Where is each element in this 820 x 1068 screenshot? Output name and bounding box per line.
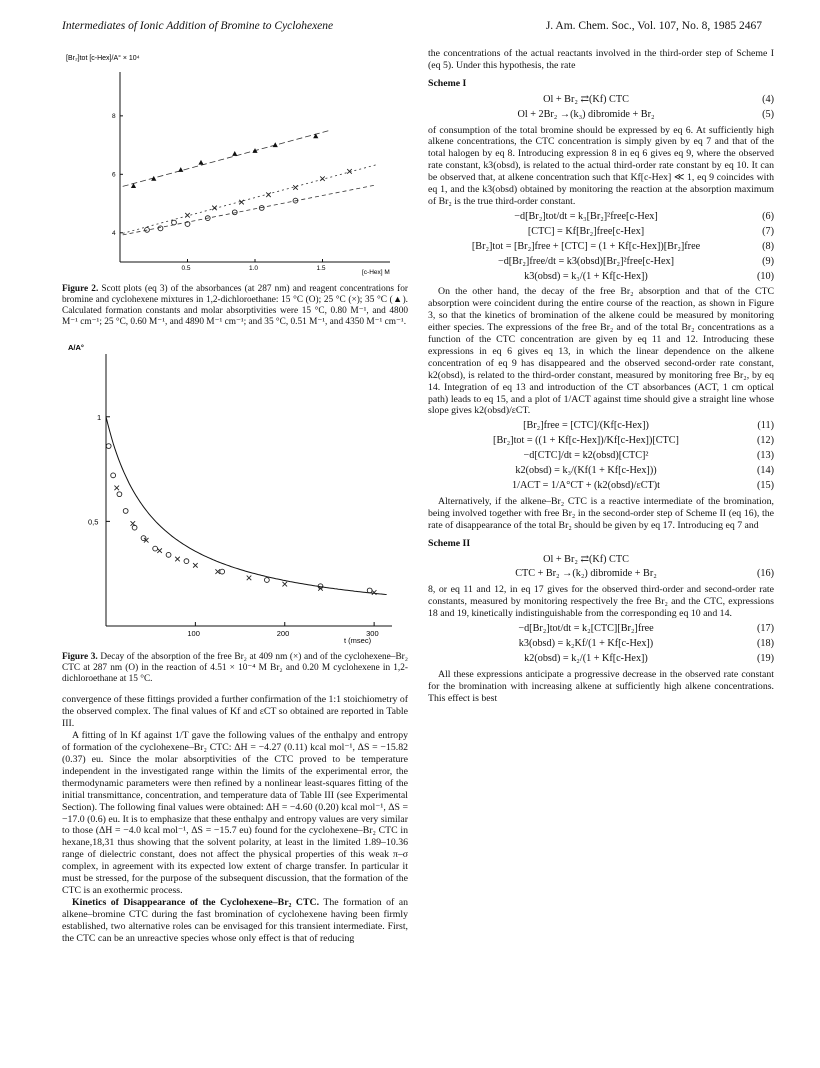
- equation-number: (10): [757, 270, 774, 282]
- fig2-fit-line: [123, 185, 377, 235]
- equation-number: (17): [757, 623, 774, 635]
- fig3-data-point: [114, 486, 119, 491]
- fig2-x-tick-label: 1.0: [249, 265, 259, 272]
- fig3-data-point: [282, 582, 287, 587]
- equation-14: [428, 465, 774, 477]
- figure-3-chart: [62, 338, 408, 648]
- fig2-data-point: [158, 226, 163, 231]
- equation-expr: −d[Br₂]free/dt = k3(obsd)[Br₂]²free[c-Hex]: [497, 255, 675, 267]
- fig2-fit-line: [123, 165, 377, 234]
- equation-expr: k2(obsd) = k₂/(1 + Kf[c-Hex]): [524, 652, 648, 664]
- paragraph: convergence of these fittings provided a further confirmation of the 1:1 stoichiometry of the observed complex. The final values of Kf and εCT so obtained are reported in Table III.: [62, 694, 408, 730]
- equation-number: (16): [757, 568, 774, 580]
- equation-17: [428, 623, 774, 635]
- fig3-y-tick-label: 1: [97, 413, 102, 423]
- fig2-x-axis-label: [c-Hex] M: [362, 269, 390, 276]
- equation-13: [428, 450, 774, 462]
- equation-expr: Ol + Br₂ ⇄(Kf) CTC: [543, 553, 629, 565]
- fig2-data-point: [313, 134, 318, 139]
- equation-number: (18): [757, 637, 774, 649]
- paragraph: All these expressions anticipate a progressive decrease in the observed rate constant for the bromination with increasing alkene at sufficiently high alkene concentrations. This effect is best: [428, 668, 774, 704]
- fig3-y-tick-label: 0,5: [88, 517, 99, 527]
- paragraph: 8, or eq 11 and 12, in eq 17 gives for the observed third-order and second-order rate constants, measured by monitoring respectively the free Br₂ and the CTC, expressions 18 and 19, kinetically indistinguishable from the corresponding eq 10 and 14.: [428, 584, 774, 620]
- equation-4: [428, 94, 774, 106]
- fig3-x-tick-label: 100: [187, 629, 200, 639]
- equation-expr: −d[Br₂]tot/dt = k₂[CTC][Br₂]free: [518, 623, 654, 635]
- fig3-x-tick-label: 300: [366, 629, 379, 639]
- equation-expr: −d[CTC]/dt = k2(obsd)[CTC]²: [523, 450, 649, 462]
- fig3-data-point: [175, 557, 180, 562]
- scheme-1-title: Scheme I: [428, 77, 467, 89]
- figure-3-label: Figure 3.: [62, 652, 98, 663]
- equation-expr: k3(obsd) = k₂Kf/(1 + Kf[c-Hex]): [518, 637, 654, 649]
- fig3-data-point: [131, 521, 136, 526]
- equation-19: [428, 653, 774, 665]
- equation-number: (14): [757, 465, 774, 477]
- fig3-data-point: [106, 444, 111, 449]
- fig2-y-tick-label: 6: [112, 171, 116, 179]
- figure-2-caption: [62, 284, 408, 328]
- equation-5: [428, 109, 774, 121]
- equation-9: [428, 256, 774, 268]
- equation-expr: k3(obsd) = k₃/(1 + Kf[c-Hex]): [524, 270, 648, 282]
- scheme-2-title: Scheme II: [428, 537, 471, 549]
- fig3-data-point: [132, 526, 137, 531]
- fig2-data-point: [293, 185, 298, 190]
- figure-2-label: Figure 2.: [62, 283, 99, 294]
- fig2-y-axis-label: [Br₂]tot [c-Hex]/A° × 10⁴: [66, 55, 140, 62]
- running-head-right: J. Am. Chem. Soc., Vol. 107, No. 8, 1985 2467: [545, 20, 762, 32]
- equation-expr: Ol + Br₂ ⇄(Kf) CTC: [543, 93, 629, 105]
- paragraph: [62, 897, 408, 945]
- fig3-data-point: [184, 559, 189, 564]
- fig2-x-tick-label: 1.5: [316, 265, 326, 272]
- fig2-data-point: [172, 220, 177, 225]
- equation-number: (4): [762, 93, 774, 105]
- equation-number: (5): [762, 108, 774, 120]
- fig3-data-point: [372, 591, 377, 596]
- fig2-data-point: [259, 206, 264, 211]
- fig3-data-point: [215, 570, 220, 575]
- fig3-x-tick-label: 200: [276, 629, 290, 639]
- equation-number: (19): [757, 652, 774, 664]
- fig2-data-point: [185, 213, 190, 218]
- fig2-y-tick-label: 8: [112, 112, 116, 120]
- equation-expr: [CTC] = Kf[Br₂]free[c-Hex]: [527, 225, 645, 237]
- equation-number: (13): [757, 450, 774, 462]
- equation-expr: Ol + 2Br₂ →(k₃) dibromide + Br₂: [517, 108, 655, 120]
- fig3-x-axis-label: t (msec): [344, 636, 372, 646]
- equation-expr: −d[Br₂]tot/dt = k₃[Br₂]²free[c-Hex]: [514, 210, 658, 222]
- fig2-data-point: [252, 148, 257, 153]
- paragraph: Alternatively, if the alkene–Br₂ CTC is a reactive intermediate of the bromination, being involved together with free Br₂ in the second-order step of Scheme II (eq 16), the rate of disappearance of the total Br₂ should be given by eq 17. Introducing eq 7 and: [428, 495, 774, 531]
- equation-7: [428, 226, 774, 238]
- fig3-data-point: [157, 549, 162, 554]
- figure-3-caption-text: Decay of the absorption of the free Br₂ at 409 nm (×) and of the cyclohexene–Br₂ CTC at 287 nm (O) in the reaction of 4.51 × 10⁻⁴ M Br₂ and 0.20 M cyclohexene in 1,2-dichloroethane at 15 °C.: [62, 652, 408, 685]
- section-heading: Kinetics of Disappearance of the Cyclohexene–Br₂ CTC.: [72, 896, 320, 908]
- left-column: [62, 48, 408, 945]
- fig3-y-axis-label: A/A°: [68, 343, 84, 353]
- figure-2-chart: [62, 48, 408, 280]
- fig3-data-point: [247, 576, 252, 581]
- equation-number: (8): [762, 240, 774, 252]
- fig2-data-point: [178, 167, 183, 172]
- fig3-data-point: [117, 492, 122, 497]
- equation-8: [428, 241, 774, 253]
- equation-expr: 1/ACT = 1/A°CT + (k2(obsd)/εCT)t: [512, 480, 660, 491]
- right-column: [428, 48, 774, 705]
- fig2-data-point: [320, 176, 325, 181]
- fig2-data-point: [266, 192, 271, 197]
- fig3-data-point: [123, 509, 128, 514]
- fig2-data-point: [198, 160, 203, 165]
- figure-3-caption: [62, 652, 408, 685]
- equation-10: [428, 271, 774, 283]
- paragraph: On the other hand, the decay of the free Br₂ absorption and that of the CTC absorption were coincident during the entire course of the reaction, as shown in Figure 3, so that the kinetics of bromination of the alkene could be measured by monitoring either species. The expressions of the free Br₂ and of the total Br₂ concentrations as a function of the CTC concentration are given by eq 11 and 12. Introducing these expressions in eq 6 gives eq 13, in which the linear dependence on the alkene concentration of eq 9 has disappeared and the observed second-order rate constant, k2(obsd), is related to the third-order constant, measured by monitoring free Br₂, by eq 14. Integration of eq 13 and introduction of the CT absorbances (ACT, 1 cm optical path) leads to eq 15, and a plot of 1/ACT against time should give a straight line whose slope gives k2(obsd)/εCT.: [428, 286, 774, 417]
- equation-expr: CTC + Br₂ →(k₂) dibromide + Br₂: [515, 568, 657, 580]
- equation-number: (6): [762, 210, 774, 222]
- fig3-data-point: [367, 588, 372, 593]
- fig3-fit-curve: [106, 417, 387, 595]
- fig2-y-tick-label: 4: [112, 229, 116, 237]
- equation-scheme2-equilibrium: [428, 554, 774, 566]
- figure-2-caption-text: Scott plots (eq 3) of the absorbances (at 287 nm) and reagent concentrations for bromine and cyclohexene mixtures in 1,2-dichloroethane: 15 °C (O); 25 °C (×); 35 °C (▲). Calculated formation constants and molar absorptivities were 15 °C, 0.80 M⁻¹, and 4800 M⁻¹ cm⁻¹; 25 °C, 0.60 M⁻¹, and 4890 M⁻¹ cm⁻¹; and 35 °C, 0.51 M⁻¹, and 4350 M⁻¹ cm⁻¹.: [62, 283, 409, 328]
- fig2-data-point: [273, 142, 278, 147]
- equation-12: [428, 435, 774, 447]
- fig2-data-point: [232, 151, 237, 156]
- equation-number: (7): [762, 225, 774, 237]
- equation-number: (12): [757, 435, 774, 447]
- left-body-text: [62, 694, 408, 944]
- fig3-data-point: [264, 578, 269, 583]
- fig3-data-point: [220, 569, 225, 574]
- equation-number: (9): [762, 255, 774, 267]
- equation-expr: k2(obsd) = k₃/(Kf(1 + Kf[c-Hex])): [515, 465, 657, 477]
- paragraph: A fitting of ln Kf against 1/T gave the following values of the enthalpy and entropy of formation of the cyclohexene–Br₂ CTC: ΔH = −4.27 (0.11) kcal mol⁻¹, ΔS = −15.82 (0.37) eu. Since the molar absorptivities of the CTC proved to be temperature independent in the investigated range within the limits of the experimental error, the thermodynamic parameters were then refined by a nonlinear least-squares fitting of the initial transmittance, concentration, and temperature data of Table III (see Experimental Section). The following final values were obtained: ΔH = −4.60 (0.20) kcal mol⁻¹, ΔS = −17.0 (0.6) eu. It is to emphasize that these enthalpy and entropy values are very similar to those (ΔH = −4.0 kcal mol⁻¹, ΔS = −15.7 eu) found for the cyclohexene–Br₂ CTC in hexane,18,31 thus showing that the solvent polarity, at least in the limited 1.89–10.36 range of dielectric constant, does not affect the physical properties of this weak π–σ complex, in agreement with its expected low extent of charge transfer. In particular it must be stressed, for the purpose of the subsequent discussion, that the formation of the CTC is an exothermic process.: [62, 730, 408, 896]
- section-text: The formation of an alkene–bromine CTC during the fast bromination of cyclohexene having been firmly established, two alternative roles can be envisaged for this transient intermediate. First, the CTC can be an unreactive species whose only effect is that of reducing: [62, 896, 408, 944]
- paragraph: of consumption of the total bromine should be expressed by eq 6. At sufficiently high alkene concentrations, the CTC concentration is simply given by eq 7 and that of the total halogen by eq 8. Introducing expression 8 in eq 6 gives eq 9, where the observed rate constant, k3(obsd), is related to the actual third-order rate constant by eq 10. It can be observed that, at alkene concentration such that Kf[c-Hex] ≪ 1, eq 9 coincides with eq 1, and the k3(obsd) obtained by monitoring the reaction at the absorption maximum of Br₂ is the true third-order constant.: [428, 124, 774, 207]
- equation-expr: [Br₂]free = [CTC]/(Kf[c-Hex]): [523, 420, 649, 432]
- fig2-x-tick-label: 0.5: [181, 265, 191, 272]
- equation-6: [428, 211, 774, 223]
- running-head-left: Intermediates of Ionic Addition of Bromine to Cyclohexene: [62, 20, 334, 32]
- fig3-data-point: [193, 563, 198, 568]
- equation-18: [428, 638, 774, 650]
- figure-2: [62, 48, 408, 328]
- equation-15: [428, 480, 774, 492]
- fig3-data-point: [111, 473, 116, 478]
- fig3-data-point: [166, 553, 171, 558]
- equation-expr: [Br₂]tot = ((1 + Kf[c-Hex])/Kf[c-Hex])[CTC]: [493, 435, 679, 447]
- equation-expr: [Br₂]tot = [Br₂]free + [CTC] = (1 + Kf[c-Hex])[Br₂]free: [471, 240, 701, 252]
- equation-16: [428, 568, 774, 580]
- paragraph: the concentrations of the actual reactants involved in the third-order step of Scheme I (eq 5). Under this hypothesis, the rate: [428, 48, 774, 71]
- equation-number: (15): [757, 480, 774, 491]
- equation-number: (11): [757, 420, 774, 432]
- equation-11: [428, 420, 774, 432]
- fig3-data-point: [153, 546, 158, 551]
- figure-3: [62, 338, 408, 685]
